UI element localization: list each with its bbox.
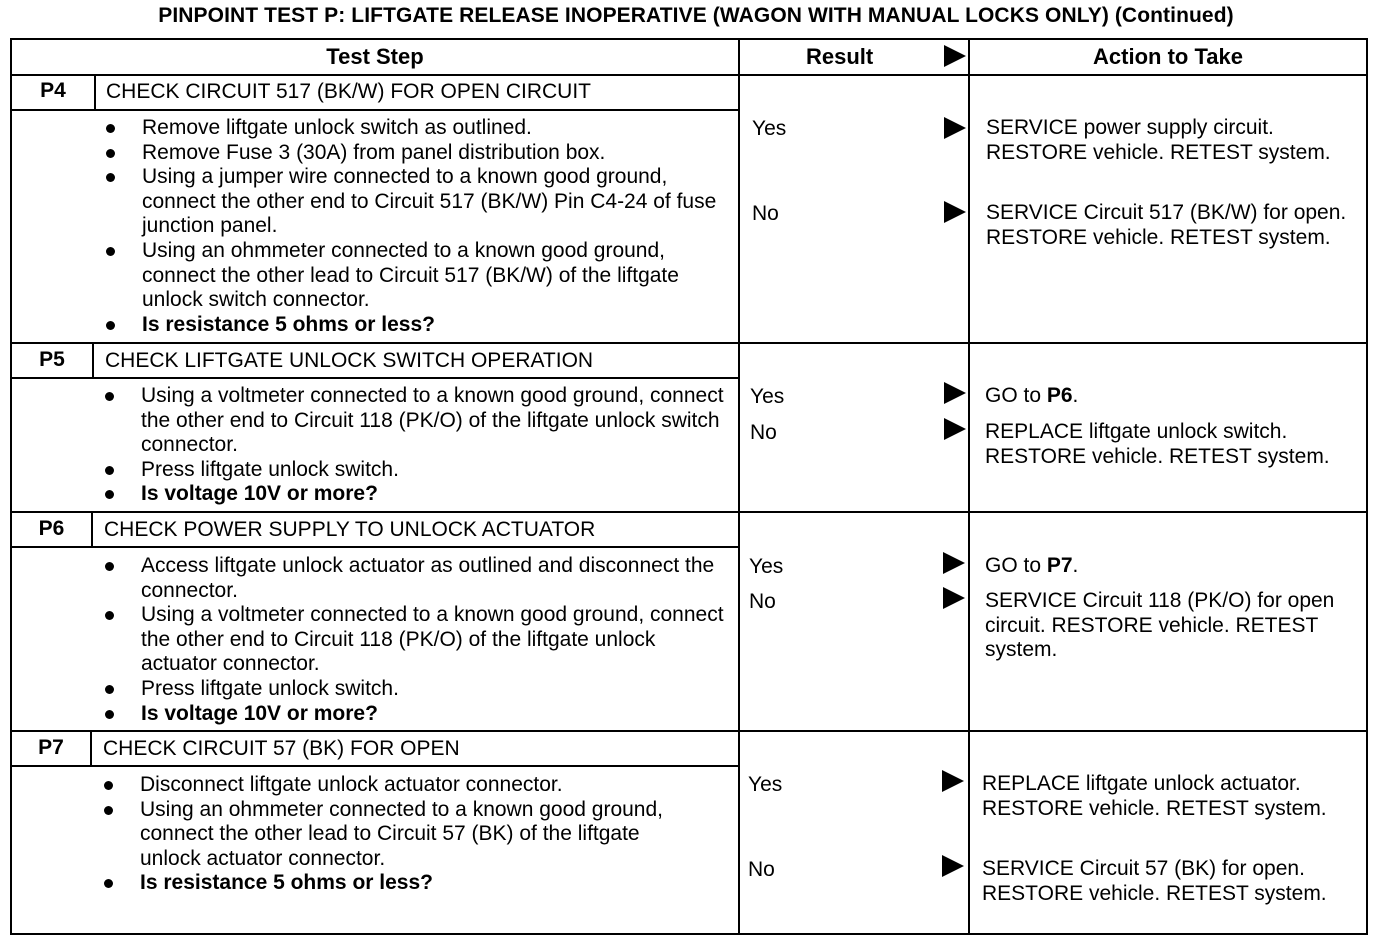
bullet-icon	[106, 149, 115, 158]
result-arrow-icon	[942, 770, 964, 792]
bullet-icon	[104, 806, 113, 815]
column-header-result: Result	[806, 44, 874, 69]
step-bullets	[105, 554, 727, 726]
header-divider	[12, 74, 1366, 76]
bullet-icon	[106, 247, 115, 256]
heading-divider	[12, 109, 738, 111]
bullet-icon	[105, 611, 114, 620]
bullet-question: Is voltage 10V or more?	[105, 482, 727, 507]
step-divider	[12, 511, 1366, 513]
step-id: P6	[38, 517, 65, 540]
bullet-icon	[105, 562, 114, 571]
step-heading: CHECK CIRCUIT 57 (BK) FOR OPEN	[103, 737, 460, 760]
result-no: No	[748, 858, 775, 881]
step-bullets	[105, 384, 727, 507]
action-text: SERVICE Circuit 118 (PK/O) for open circuit. RESTORE vehicle. RETEST system.	[985, 589, 1335, 662]
action-text: SERVICE Circuit 517 (BK/W) for open. RESTORE vehicle. RETEST system.	[986, 201, 1347, 249]
bullet-icon	[104, 781, 113, 790]
bullet-item: Remove liftgate unlock switch as outlined.	[106, 116, 726, 141]
result-no: No	[752, 202, 779, 225]
bullet-item: Using an ohmmeter connected to a known good ground, connect the other lead to Circuit 57 (BK) of the liftgate unlock actuator connector.	[104, 798, 704, 872]
result-yes: Yes	[752, 117, 787, 140]
heading-divider	[12, 765, 738, 767]
result-yes: Yes	[750, 385, 785, 408]
step-id: P5	[39, 348, 65, 371]
bullet-question: Is voltage 10V or more?	[105, 702, 727, 727]
bullet-icon	[105, 685, 114, 694]
action-text: GO to P7.	[985, 554, 1079, 577]
column-divider	[968, 40, 970, 933]
result-arrow-icon	[943, 587, 965, 609]
step-divider	[12, 730, 1366, 732]
bullet-item: Disconnect liftgate unlock actuator connector.	[104, 773, 704, 798]
result-yes: Yes	[749, 555, 784, 578]
pinpoint-test-table	[10, 38, 1368, 935]
step-bullets	[106, 116, 726, 337]
result-arrow-icon	[942, 855, 964, 877]
bullet-icon	[105, 466, 114, 475]
result-no: No	[750, 421, 777, 444]
result-arrow-icon	[944, 201, 966, 223]
bullet-icon	[104, 879, 113, 888]
bullet-item: Using a voltmeter connected to a known good ground, connect the other end to Circuit 118 (PK/O) of the liftgate unlock actuator connector.	[105, 603, 727, 677]
result-arrow-icon	[944, 418, 966, 440]
bullet-item: Press liftgate unlock switch.	[105, 458, 727, 483]
heading-divider	[12, 546, 738, 548]
bullet-icon	[106, 321, 115, 330]
step-id: P4	[40, 79, 66, 102]
step-divider	[12, 342, 1366, 344]
column-divider	[738, 40, 740, 933]
action-text: SERVICE Circuit 57 (BK) for open. RESTORE vehicle. RETEST system.	[982, 857, 1327, 905]
header-arrow-icon	[944, 45, 966, 67]
column-header-action: Action to Take	[1093, 44, 1243, 69]
bullet-item: Press liftgate unlock switch.	[105, 677, 727, 702]
action-text: REPLACE liftgate unlock actuator. RESTORE vehicle. RETEST system.	[982, 772, 1327, 820]
step-heading: CHECK POWER SUPPLY TO UNLOCK ACTUATOR	[104, 518, 596, 541]
bullet-icon	[105, 490, 114, 499]
column-header-test-step: Test Step	[326, 44, 424, 69]
bullet-question: Is resistance 5 ohms or less?	[104, 871, 704, 896]
result-arrow-icon	[944, 382, 966, 404]
result-no: No	[749, 590, 776, 613]
step-id: P7	[38, 736, 64, 759]
bullet-item: Using a jumper wire connected to a known good ground, connect the other end to Circuit 517 (BK/W) Pin C4-24 of fuse junction panel.	[106, 165, 726, 239]
bullet-icon	[106, 173, 115, 182]
bullet-icon	[106, 124, 115, 133]
step-heading: CHECK LIFTGATE UNLOCK SWITCH OPERATION	[105, 349, 594, 372]
heading-divider	[12, 377, 738, 379]
id-divider	[91, 511, 93, 547]
action-text: REPLACE liftgate unlock switch. RESTORE vehicle. RETEST system.	[985, 420, 1330, 468]
result-yes: Yes	[748, 773, 783, 796]
result-arrow-icon	[943, 552, 965, 574]
bullet-item: Remove Fuse 3 (30A) from panel distribution box.	[106, 141, 726, 166]
action-text: GO to P6.	[985, 384, 1079, 407]
id-divider	[92, 342, 94, 378]
step-bullets	[104, 773, 704, 896]
page-title: PINPOINT TEST P: LIFTGATE RELEASE INOPERATIVE (WAGON WITH MANUAL LOCKS ONLY) (Continued)	[158, 4, 1234, 27]
bullet-item: Using an ohmmeter connected to a known good ground, connect the other lead to Circuit 517 (BK/W) of the liftgate unlock switch connector.	[106, 239, 726, 313]
step-heading: CHECK CIRCUIT 517 (BK/W) FOR OPEN CIRCUIT	[106, 80, 591, 103]
bullet-icon	[105, 392, 114, 401]
bullet-item: Access liftgate unlock actuator as outlined and disconnect the connector.	[105, 554, 727, 603]
bullet-item: Using a voltmeter connected to a known good ground, connect the other end to Circuit 118 (PK/O) of the liftgate unlock switch connector.	[105, 384, 727, 458]
bullet-question: Is resistance 5 ohms or less?	[106, 313, 726, 338]
id-divider	[90, 730, 92, 766]
bullet-icon	[105, 710, 114, 719]
result-arrow-icon	[944, 117, 966, 139]
id-divider	[94, 74, 96, 110]
action-text: SERVICE power supply circuit. RESTORE vehicle. RETEST system.	[986, 116, 1331, 164]
